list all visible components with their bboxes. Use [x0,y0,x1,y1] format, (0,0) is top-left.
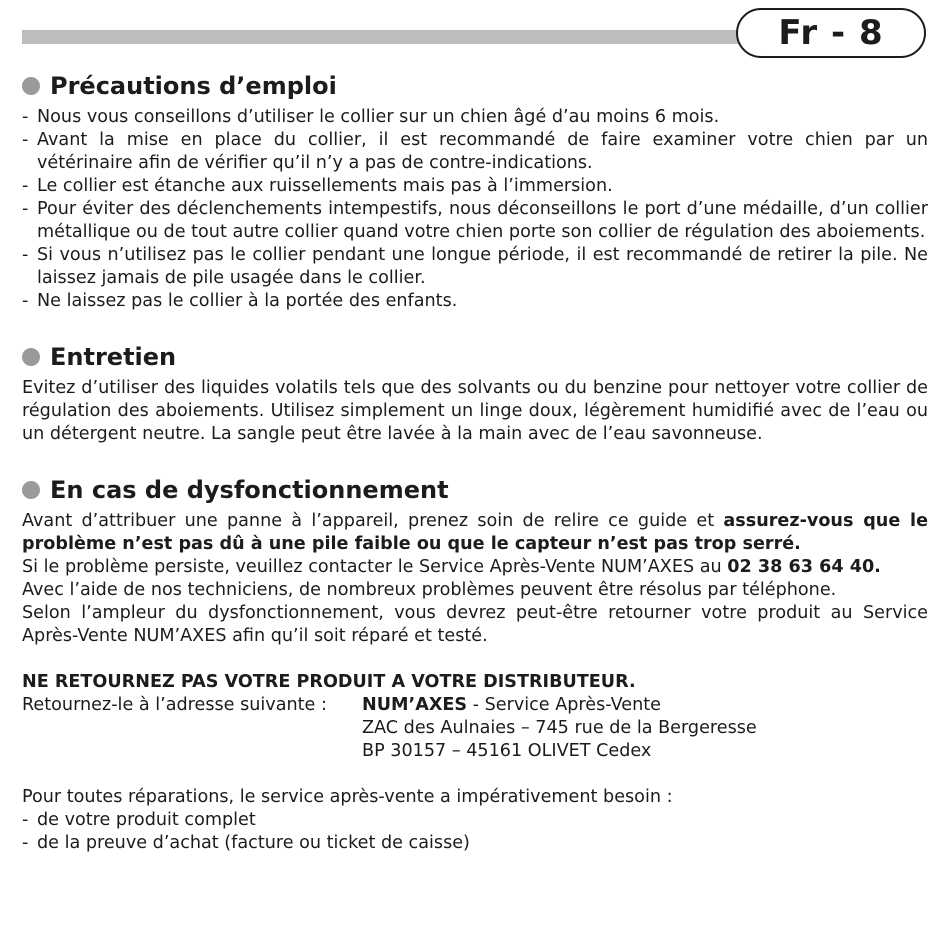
contact-text: Si le problème persiste, veuillez contacter le Service Après-Vente NUM’AXES au [22,557,728,577]
list-item: - Pour éviter des déclenchements intempestifs, nous déconseillons le port d’une médaille, d’un collier métallique ou de tout autre collier quand votre chien porte son collier de régulation des aboiements. [22,198,928,244]
section-title-dysfonctionnement [22,472,928,508]
document-body [22,68,928,855]
address-line-2: ZAC des Aulnaies – 745 rue de la Bergeresse [362,718,757,738]
return-paragraph: Selon l’ampleur du dysfonctionnement, vous devrez peut-être retourner votre produit au Service Après-Vente NUM’AXES afin qu’il soit réparé et testé. [22,603,928,646]
section-title-text: En cas de dysfonctionnement [50,476,449,504]
list-item: - Nous vous conseillons d’utiliser le collier sur un chien âgé d’au moins 6 mois. [22,106,928,129]
list-item: - de votre produit complet [22,809,928,832]
header-rule [22,30,742,44]
dysfonctionnement-intro [22,510,928,556]
page-label: Fr - 8 [778,13,884,53]
address-label: Retournez-le à l’adresse suivante : [22,695,327,715]
address-line-1 [362,694,757,717]
intro-text: Avant d’attribuer une panne à l’appareil, prenez soin de relire ce guide et [22,511,724,531]
section-title-text: Précautions d’emploi [50,72,337,100]
phone-number: 02 38 63 64 40. [727,557,881,577]
list-item: - Avant la mise en place du collier, il est recommandé de faire examiner votre chien par un vétérinaire afin de vérifier qu’il n’y a pas de contre-indications. [22,129,928,175]
address-company: NUM’AXES [362,695,468,715]
precautions-list [22,106,928,313]
address-line-1-rest: - Service Après-Vente [467,695,661,715]
warning-line [22,671,928,694]
section-title-precautions [22,68,928,104]
warning-text: NE RETOURNEZ PAS VOTRE PRODUIT A VOTRE DISTRIBUTEUR. [22,672,636,692]
list-item: - Si vous n’utilisez pas le collier pendant une longue période, il est recommandé de retirer la pile. Ne laissez jamais de pile usagée dans le collier. [22,244,928,290]
list-item: - Le collier est étanche aux ruissellements mais pas à l’immersion. [22,175,928,198]
bullet-dot-icon [22,348,40,366]
list-item: - Ne laissez pas le collier à la portée des enfants. [22,290,928,313]
address-line-3: BP 30157 – 45161 OLIVET Cedex [362,741,652,761]
repairs-list [22,809,928,855]
address-block [362,694,757,763]
section-title-text: Entretien [50,343,177,371]
bullet-dot-icon [22,77,40,95]
list-item: - de la preuve d’achat (facture ou ticket de caisse) [22,832,928,855]
return-address [22,694,928,763]
entretien-paragraph: Evitez d’utiliser des liquides volatils tels que des solvants ou du benzine pour nettoyer votre collier de régulation des aboiements. Utilisez simplement un linge doux, légèrement humidifié avec de l’eau ou un détergent neutre. La sangle peut être lavée à la main avec de l’eau savonneuse. [22,378,928,444]
section-title-entretien [22,339,928,375]
repairs-intro: Pour toutes réparations, le service après-vente a impérativement besoin : [22,787,673,807]
contact-line [22,556,928,579]
bullet-dot-icon [22,481,40,499]
page-number-badge [736,8,926,58]
intro-bold-text: assurez-vous que le problème n’est pas dû à une pile faible ou que le capteur n’est pas trop serré. [22,511,929,554]
help-line: Avec l’aide de nos techniciens, de nombreux problèmes peuvent être résolus par téléphone. [22,580,837,600]
